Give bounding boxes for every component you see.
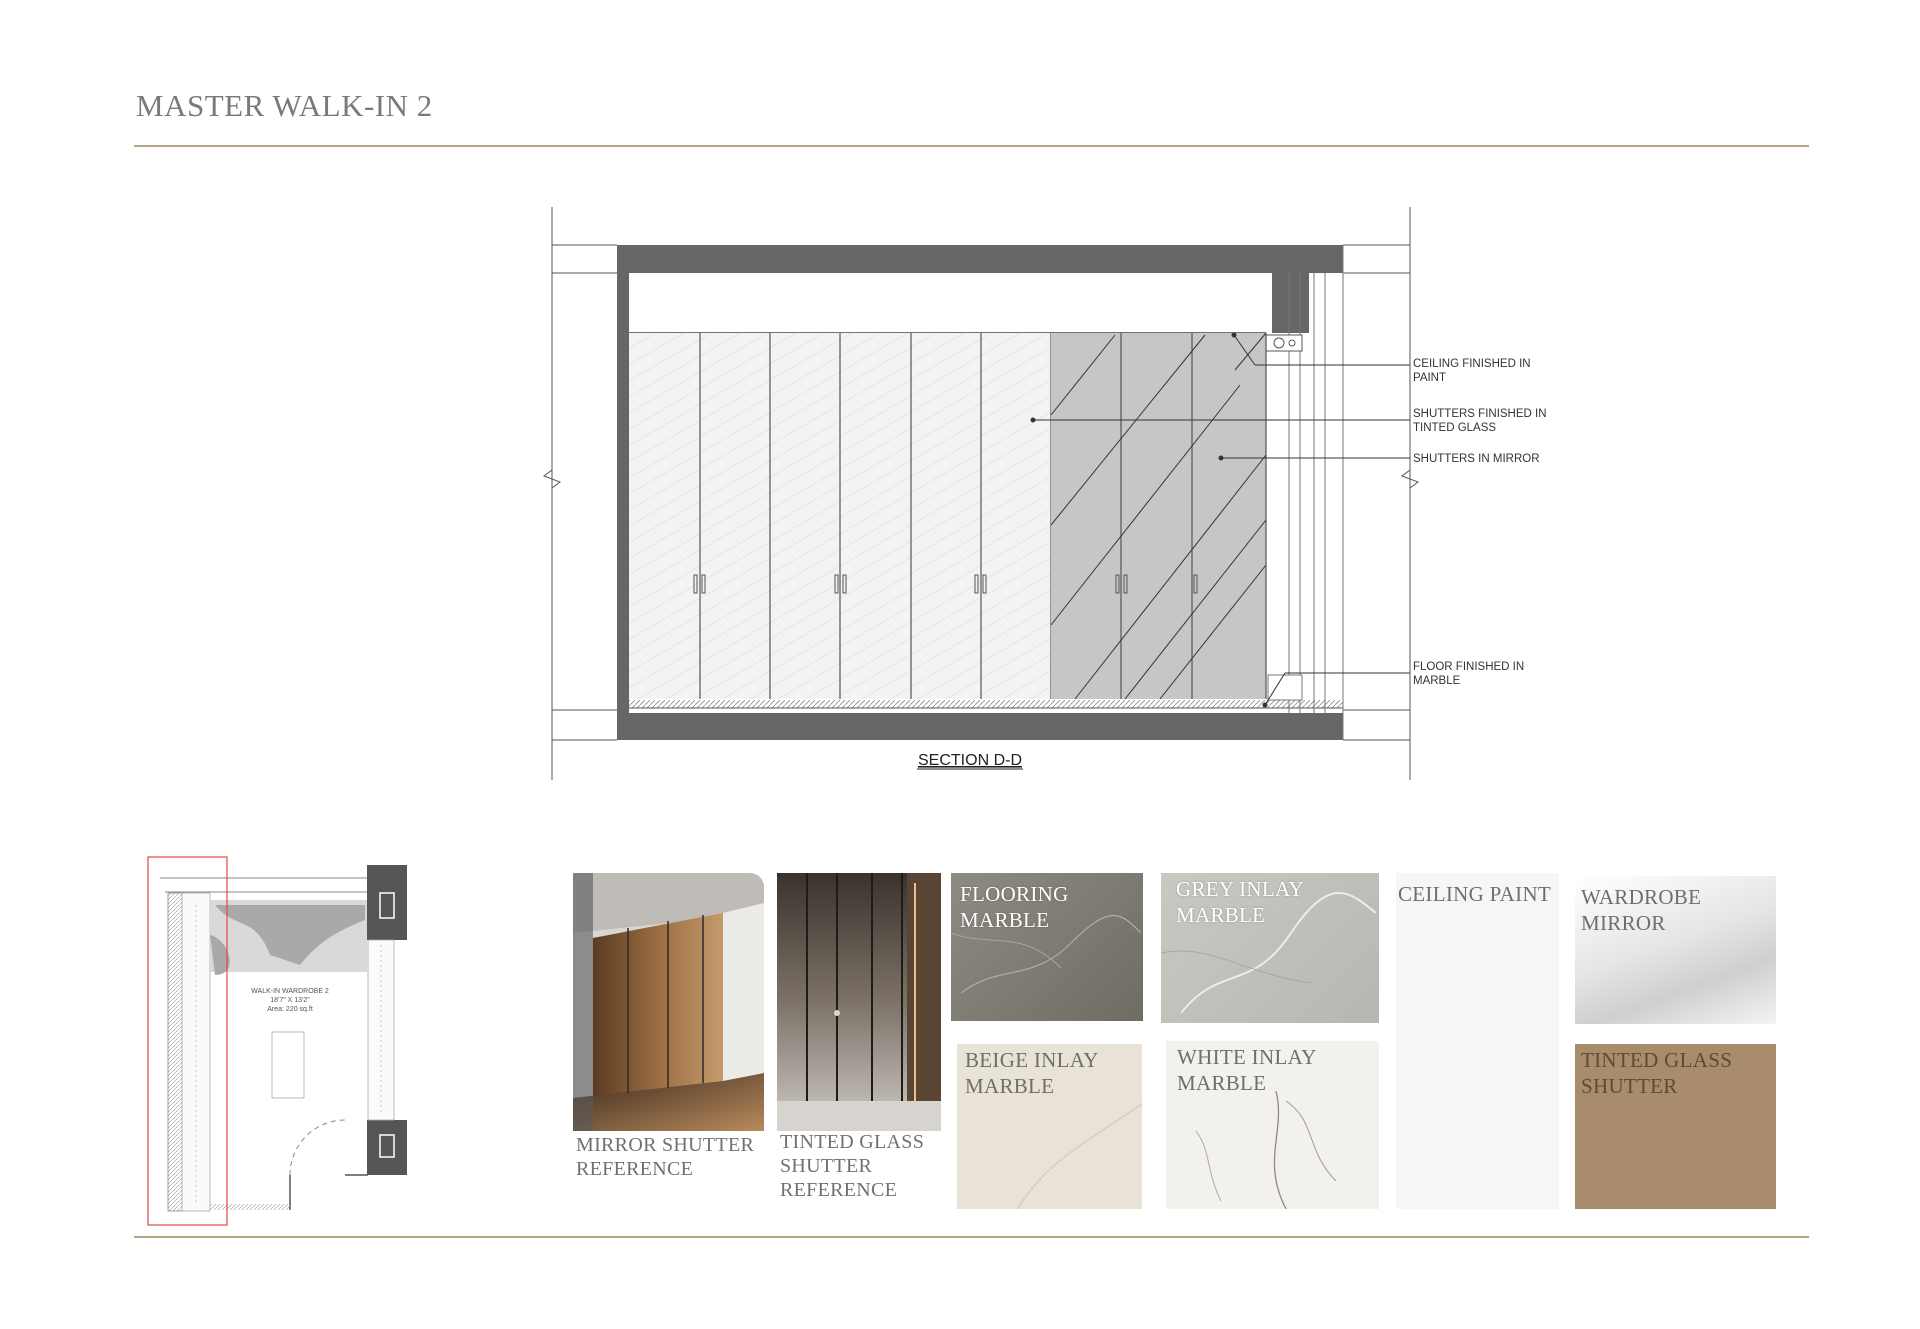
ceiling-slab	[617, 245, 1343, 273]
flooring-marble-label: FLOORING MARBLE	[960, 882, 1069, 933]
beige-inlay-marble-swatch	[957, 1044, 1142, 1209]
ceiling-bulkhead	[1272, 273, 1309, 333]
grey-inlay-marble-swatch	[1161, 873, 1379, 1023]
section-drawing	[540, 200, 1580, 790]
floor-slab	[617, 713, 1343, 740]
callout-tinted-line2: TINTED GLASS	[1413, 422, 1497, 434]
floor-plan	[140, 850, 420, 1230]
page-title: MASTER WALK-IN 2	[136, 88, 433, 123]
mirror-shutters	[1051, 333, 1266, 699]
callout-ceiling-line1: CEILING FINISHED IN	[1413, 358, 1531, 370]
callout-ceiling-line2: PAINT	[1413, 372, 1447, 384]
wardrobe-mirror-swatch	[1575, 876, 1776, 1024]
callout-mirror-line1: SHUTTERS IN MIRROR	[1413, 453, 1540, 465]
tinted-glass-shutter-reference-label: TINTED GLASS SHUTTER REFERENCE	[780, 1131, 925, 1201]
callout-floor-line1: FLOOR FINISHED IN	[1413, 661, 1525, 673]
white-inlay-marble-label: WHITE INLAY MARBLE	[1177, 1045, 1316, 1096]
tinted-glass-swatch	[1575, 1044, 1776, 1209]
mirror-shutter-reference-image	[573, 873, 764, 1131]
tinted-glass-label: TINTED GLASS SHUTTER	[1581, 1048, 1733, 1099]
grey-inlay-marble-label: GREY INLAY MARBLE	[1176, 877, 1304, 928]
callout-tinted-line1: SHUTTERS FINISHED IN	[1413, 408, 1547, 420]
flooring-marble-swatch	[951, 873, 1143, 1021]
plan-room-size: 18'7" X 13'2"	[270, 997, 310, 1004]
plan-island	[272, 1032, 304, 1098]
tinted-glass-shutter-reference-image	[777, 873, 941, 1131]
title-divider	[134, 145, 1809, 147]
plan-column-bottom	[367, 1120, 407, 1175]
door-swing-icon	[290, 1120, 345, 1175]
beige-inlay-marble-label: BEIGE INLAY MARBLE	[965, 1048, 1098, 1099]
wardrobe-mirror-label: WARDROBE MIRROR	[1581, 885, 1702, 936]
callout-floor-line2: MARBLE	[1413, 675, 1461, 687]
mirror-shutter-reference-label: MIRROR SHUTTER REFERENCE	[576, 1134, 755, 1180]
white-inlay-marble-swatch	[1166, 1041, 1379, 1209]
section-caption: SECTION D-D	[918, 752, 1022, 769]
left-wall	[617, 273, 629, 713]
floor-finish	[629, 700, 1343, 708]
ceiling-paint-swatch	[1396, 873, 1559, 1209]
plan-room-area: Area: 220 sq.ft	[267, 1006, 313, 1013]
plan-room-name: WALK-IN WARDROBE 2	[251, 988, 329, 995]
ceiling-paint-label: CEILING PAINT	[1398, 882, 1552, 906]
tinted-glass-shutters	[629, 333, 1051, 699]
plan-column-top	[367, 865, 407, 940]
footer-divider	[134, 1236, 1809, 1238]
